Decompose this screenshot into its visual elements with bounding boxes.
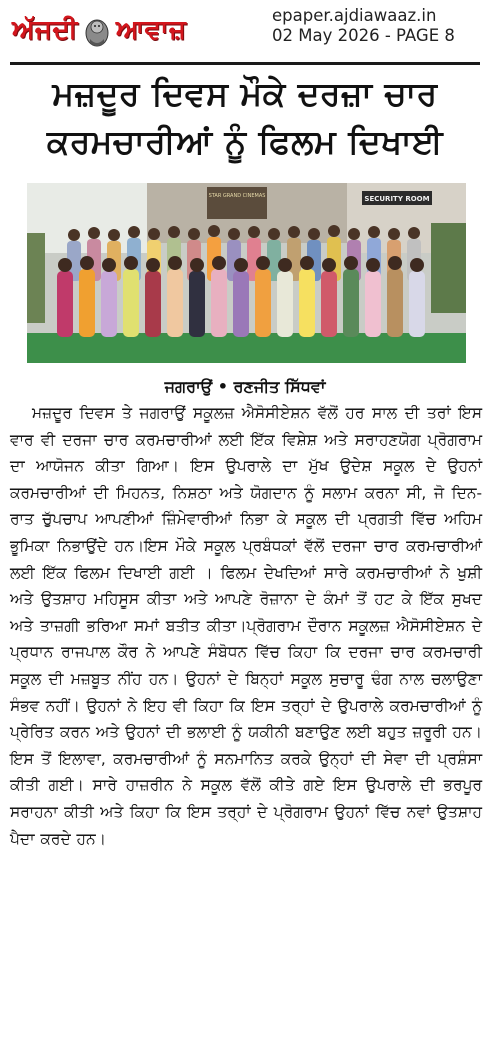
article-body: ਮਜ਼ਦੂਰ ਦਿਵਸ ਤੇ ਜਗਰਾਉਂ ਸਕੂਲਜ਼ ਐਸੋਸੀਏਸ਼ਨ ਵੱਲੋਂ ਹਰ ਸਾਲ ਦੀ ਤਰਾਂ ਇਸ ਵਾਰ ਵੀ ਦਰਜਾ ਚਾਰ ਕਰਮਚਾਰੀਆਂ ਲਈ ਇੱਕ ਵਿਸ਼ੇਸ਼ ਅਤੇ ਸਰਾਹਣਯੋਗ ਪ੍ਰੋਗਰਾਮ ਦਾ ਆਯੋਜਨ ਕੀਤਾ ਗਿਆ। ਇਸ ਉਪਰਾਲੇ ਦਾ ਮੁੱਖ ਉਦੇਸ਼ ਸਕੂਲ ਦੇ ਉਹਨਾਂ ਕਰਮਚਾਰੀਆਂ ਦੀ ਮਿਹਨਤ, ਨਿਸ਼ਠਾ ਅਤੇ ਯੋਗਦਾਨ ਨੂੰ ਸਲਾਮ ਕਰਨਾ ਸੀ, ਜੋ ਦਿਨ-ਰਾਤ ਚੁੱਪਚਾਪ ਆਪਣੀਆਂ ਜ਼ਿੰਮੇਵਾਰੀਆਂ ਨਿਭਾ ਕੇ ਸਕੂਲ ਦੀ ਪ੍ਰਗਤੀ ਵਿੱਚ ਅਹਿਮ ਭੂਮਿਕਾ ਨਿਭਾਉਂਦੇ ਹਨ।ਇਸ ਮੌਕੇ ਸਕੂਲ ਪ੍ਰਬੰਧਕਾਂ ਵੱਲੋਂ ਦਰਜਾ ਚਾਰ ਕਰਮਚਾਰੀਆਂ ਲਈ ਇੱਕ ਫਿਲਮ ਦਿਖਾਈ ਗਈ । ਫਿਲਮ ਦੇਖਦਿਆਂ ਸਾਰੇ ਕਰਮਚਾਰੀਆਂ ਨੇ ਖੁਸ਼ੀ ਅਤੇ ਉਤਸ਼ਾਹ ਮਹਿਸੂਸ ਕੀਤਾ ਅਤੇ ਆਪਣੇ ਰੋਜ਼ਾਨਾ ਦੇ ਕੰਮਾਂ ਤੋਂ ਹਟ ਕੇ ਇੱਕ ਸੁਖਦ ਅਤੇ ਤਾਜ਼ਗੀ ਭਰਿਆ ਸਮਾਂ ਬਤੀਤ ਕੀਤਾ।ਪ੍ਰੋਗਰਾਮ ਦੌਰਾਨ ਸਕੂਲਜ਼ ਐਸੋਸੀਏਸ਼ਨ ਦੇ ਪ੍ਰਧਾਨ ਰਾਜਪਾਲ ਕੌਰ ਨੇ ਆਪਣੇ ਸੰਬੋਧਨ ਵਿੱਚ ਕਿਹਾ ਕਿ ਦਰਜਾ ਚਾਰ ਕਰਮਚਾਰੀ ਸਕੂਲ ਦੀ ਮਜ਼ਬੂਤ ਨੀਂਹ ਹਨ। ਉਹਨਾਂ ਦੇ ਬਿਨ੍ਹਾਂ ਸਕੂਲ ਸੁਚਾਰੂ ਢੰਗ ਨਾਲ ਚਲਾਉਣਾ ਸੰਭਵ ਨਹੀਂ। ਉਹਨਾਂ ਨੇ ਇਹ ਵੀ ਕਿਹਾ ਕਿ ਇਸ ਤਰ੍ਹਾਂ ਦੇ ਉਪਰਾਲੇ ਕਰਮਚਾਰੀਆਂ ਨੂੰ ਪ੍ਰੇਰਿਤ ਕਰਨ ਅਤੇ ਉਹਨਾਂ ਦੀ ਭਲਾਈ ਨੂੰ ਯਕੀਨੀ ਬਣਾਉਣ ਲਈ ਬਹੁਤ ਜ਼ਰੂਰੀ ਹਨ।ਇਸ ਤੋਂ ਇਲਾਵਾ, ਕਰਮਚਾਰੀਆਂ ਨੂੰ ਸਨਮਾਨਿਤ ਕਰਕੇ ਉਨ੍ਹਾਂ ਦੀ ਸੇਵਾ ਦੀ ਪ੍ਰਸ਼ੰਸਾ ਕੀਤੀ ਗਈ। ਸਾਰੇ ਹਾਜ਼ਰੀਨ ਨੇ ਸਕੂਲ ਵੱਲੋਂ ਕੀਤੇ ਗਏ ਇਸ ਉਪਰਾਲੇ ਦੀ ਭਰਪੂਰ ਸਰਾਹਨਾ ਕੀਤੀ ਅਤੇ ਕਿਹਾ ਕਿ ਇਸ ਤਰ੍ਹਾਂ ਦੇ ਪ੍ਰੋਗਰਾਮ ਉਹਨਾਂ ਵਿੱਚ ਨਵਾਂ ਉਤਸ਼ਾਹ ਪੈਦਾ ਕਰਦੇ ਹਨ।: [10, 404, 482, 848]
article-byline: ਜਗਰਾਉਂ • ਰਣਜੀਤ ਸਿੱਧਵਾਂ: [164, 377, 326, 396]
headline-line-1: ਮਜ਼ਦੂਰ ਦਿਵਸ ਮੌਕੇ ਦਰਜ਼ਾ ਚਾਰ: [52, 74, 438, 113]
photo-sign-cinema: STAR GRAND CINEMAS: [208, 193, 266, 199]
lion-emblem-icon: [84, 13, 110, 47]
newspaper-logo[interactable]: [12, 10, 186, 50]
site-url[interactable]: epaper.ajdiawaaz.in: [272, 6, 437, 25]
edition-info: [272, 6, 482, 46]
photo-sign-security: SECURITY ROOM: [364, 195, 430, 203]
masthead-rule: [10, 62, 480, 65]
logo-word-right: ਆਵਾਜ਼: [115, 15, 187, 45]
logo-word-left: ਅੱਜਦੀ: [12, 15, 78, 45]
edition-date-page: 02 May 2026 - PAGE 8: [272, 26, 455, 45]
headline-line-2: ਕਰਮਚਾਰੀਆਂ ਨੂੰ ਫਿਲਮ ਦਿਖਾਈ: [46, 122, 444, 161]
article-headline: [10, 70, 480, 166]
masthead: [0, 0, 490, 58]
article-photo: [27, 183, 466, 363]
